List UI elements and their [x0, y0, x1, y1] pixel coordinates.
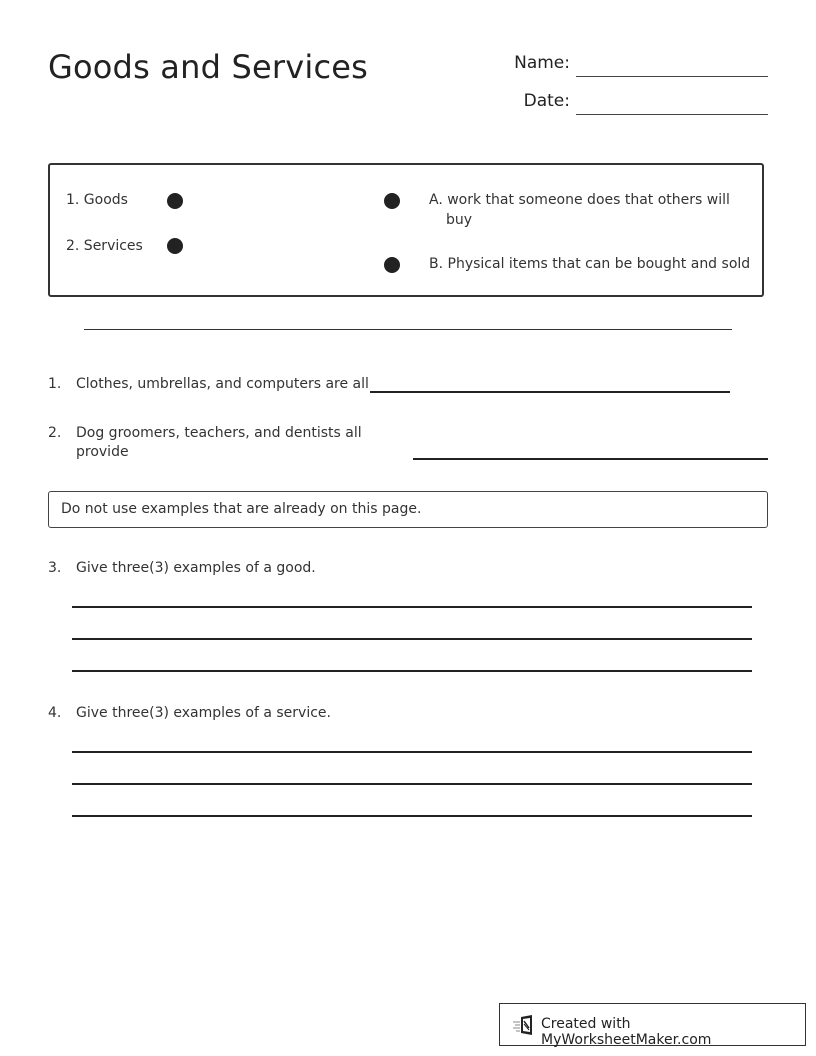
question-3-answer-line-2[interactable] [72, 638, 752, 640]
question-3-answer-line-3[interactable] [72, 670, 752, 672]
match-right-item-a-continuation: buy [446, 212, 473, 228]
match-dot-left-2[interactable] [167, 238, 183, 254]
match-left-item-goods: 1. Goods [66, 192, 128, 208]
question-2-answer-line[interactable] [413, 458, 768, 460]
question-4-answer-line-3[interactable] [72, 815, 752, 817]
instruction-note-text: Do not use examples that are already on this page. [61, 501, 422, 517]
question-2-number: 2. [48, 425, 62, 441]
question-1-number: 1. [48, 376, 62, 392]
date-field-line[interactable] [576, 114, 768, 115]
question-3-answer-line-1[interactable] [72, 606, 752, 608]
match-dot-right-a[interactable] [384, 193, 400, 209]
question-2-text-line1: Dog groomers, teachers, and dentists all [76, 425, 362, 441]
question-4-number: 4. [48, 705, 62, 721]
question-1-answer-line[interactable] [370, 391, 730, 393]
question-3-number: 3. [48, 560, 62, 576]
instruction-note-box [48, 491, 768, 528]
footer-text: Created with MyWorksheetMaker.com [541, 1016, 712, 1048]
footer-badge[interactable] [499, 1003, 806, 1046]
question-2-text-line2: provide [76, 444, 129, 460]
match-dot-right-b[interactable] [384, 257, 400, 273]
page-title: Goods and Services [48, 48, 369, 86]
question-4-answer-line-2[interactable] [72, 783, 752, 785]
question-4-answer-line-1[interactable] [72, 751, 752, 753]
question-4-text: Give three(3) examples of a service. [76, 705, 331, 721]
question-1-text: Clothes, umbrellas, and computers are all [76, 376, 369, 392]
question-3-text: Give three(3) examples of a good. [76, 560, 316, 576]
match-dot-left-1[interactable] [167, 193, 183, 209]
name-field-line[interactable] [576, 76, 768, 77]
name-label: Name: [514, 53, 570, 73]
date-label: Date: [523, 91, 570, 111]
matching-box [48, 163, 764, 297]
worksheet-logo-icon [512, 1014, 536, 1036]
match-left-item-services: 2. Services [66, 238, 143, 254]
match-right-item-b: B. Physical items that can be bought and sold [429, 256, 751, 272]
match-right-item-a: A. work that someone does that others will [429, 192, 730, 208]
section-divider [84, 329, 732, 330]
